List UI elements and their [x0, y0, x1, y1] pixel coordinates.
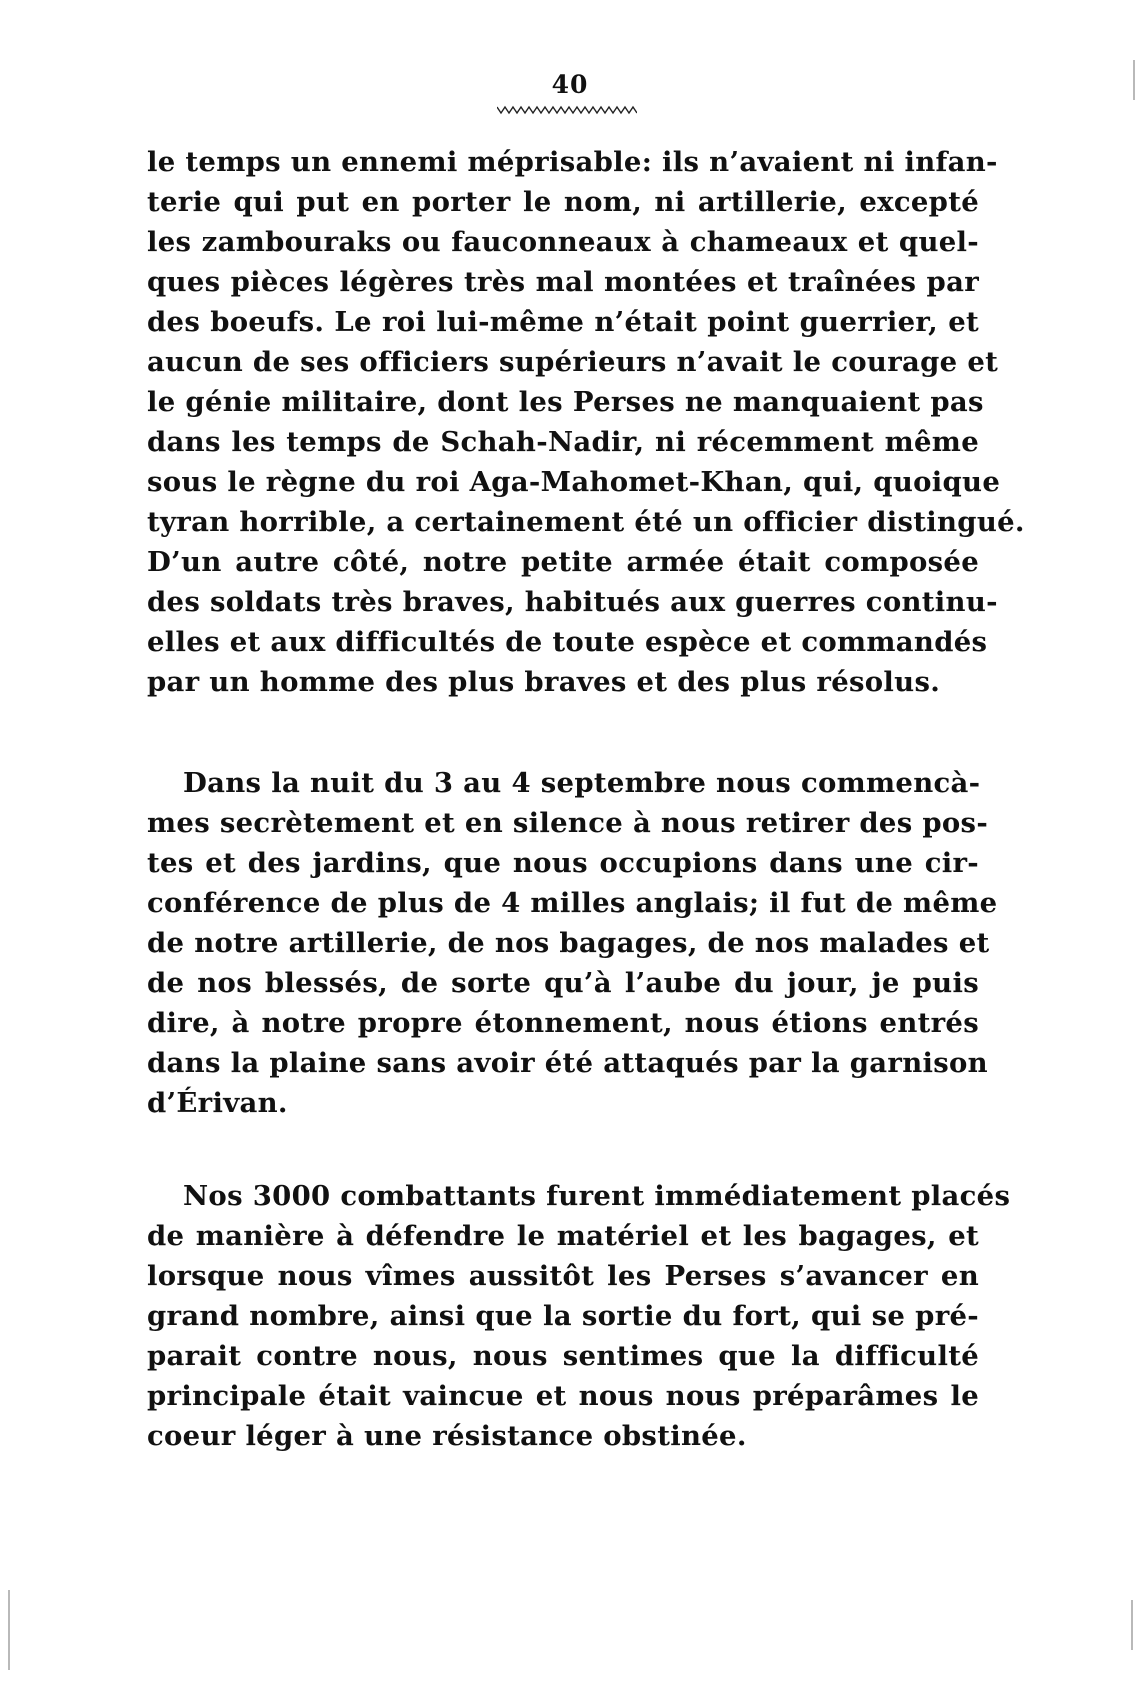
text-line: aucun de ses officiers supérieurs n’avait le courage et — [147, 346, 999, 378]
text-line: principale était vaincue et nous nous préparâmes le — [147, 1380, 979, 1412]
text-line: grand nombre, ainsi que la sortie du fort, qui se pré- — [147, 1300, 979, 1332]
text-line: dire, à notre propre étonnement, nous étions entrés — [147, 1007, 979, 1039]
text-line: ques pièces légères très mal montées et traînées par — [147, 266, 979, 298]
text-line: D’un autre côté, notre petite armée était composée — [147, 546, 979, 578]
text-line: lorsque nous vîmes aussitôt les Perses s’avancer en — [147, 1260, 979, 1292]
text-line: dans la plaine sans avoir été attaqués par la garnison — [147, 1047, 988, 1079]
paragraph-1 — [147, 142, 1025, 702]
text-line: par un homme des plus braves et des plus résolus. — [147, 666, 941, 698]
text-line: Nos 3000 combattants furent immédiatement placés — [183, 1180, 1011, 1212]
text-line: elles et aux difficultés de toute espèce et commandés — [147, 626, 988, 658]
text-line: de manière à défendre le matériel et les bagages, et — [147, 1220, 979, 1252]
text-line: d’Érivan. — [147, 1087, 288, 1119]
text-line: des boeufs. Le roi lui-même n’était point guerrier, et — [147, 306, 979, 338]
text-line: sous le règne du roi Aga-Mahomet-Khan, qui, quoique — [147, 466, 1001, 498]
paragraph-3 — [147, 1176, 1011, 1456]
text-line: de nos blessés, de sorte qu’à l’aube du jour, je puis — [147, 967, 979, 999]
scan-edge-mark — [1131, 1600, 1133, 1650]
text-line: parait contre nous, nous sentimes que la difficulté — [147, 1340, 979, 1372]
text-line: coeur léger à une résistance obstinée. — [147, 1420, 747, 1452]
scan-edge-mark — [1133, 60, 1135, 100]
page-number-ornament — [497, 104, 637, 116]
text-line: Dans la nuit du 3 au 4 septembre nous commencà- — [183, 767, 981, 799]
text-line: les zambouraks ou fauconneaux à chameaux et quel- — [147, 226, 979, 258]
text-line: tyran horrible, a certainement été un officier distingué. — [147, 506, 1025, 538]
text-line: terie qui put en porter le nom, ni artillerie, excepté — [147, 186, 979, 218]
scan-edge-mark — [8, 1590, 10, 1670]
text-line: le génie militaire, dont les Perses ne manquaient pas — [147, 386, 984, 418]
text-line: de notre artillerie, de nos bagages, de nos malades et — [147, 927, 990, 959]
text-line: le temps un ennemi méprisable: ils n’avaient ni infan- — [147, 146, 998, 178]
page-number: 40 — [551, 70, 589, 99]
text-line: tes et des jardins, que nous occupions dans une cir- — [147, 847, 979, 879]
text-line: conférence de plus de 4 milles anglais; il fut de même — [147, 887, 998, 919]
text-line: dans les temps de Schah-Nadir, ni récemment même — [147, 426, 979, 458]
text-line: mes secrètement et en silence à nous retirer des pos- — [147, 807, 989, 839]
paragraph-2 — [147, 763, 998, 1123]
text-line: des soldats très braves, habitués aux guerres continu- — [147, 586, 998, 618]
